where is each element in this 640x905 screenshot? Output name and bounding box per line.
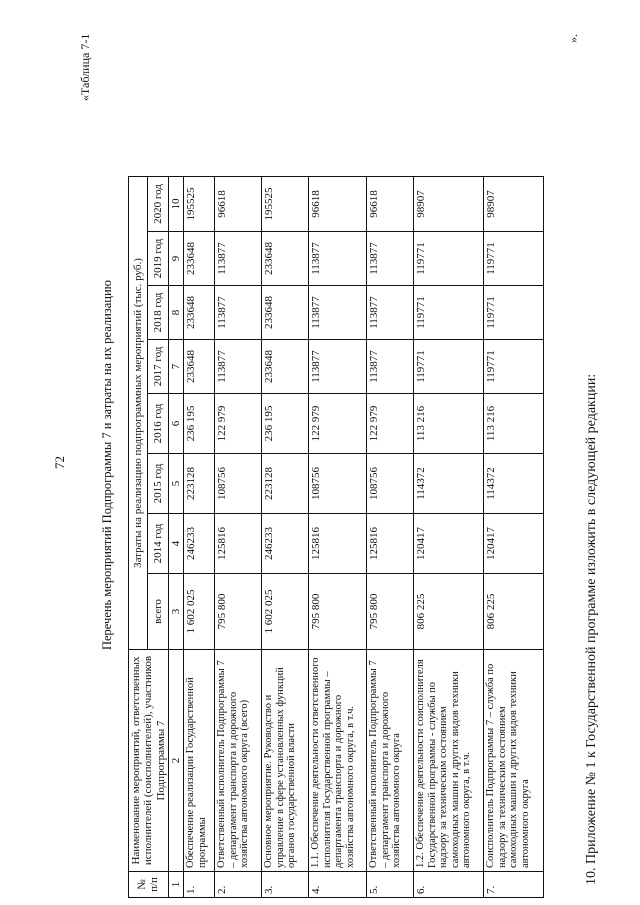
table-row xyxy=(484,177,544,898)
row-value-2018: 119771 xyxy=(484,286,544,340)
row-value-total: 795 800 xyxy=(309,574,367,650)
row-value-2016: 122 979 xyxy=(309,394,367,454)
row-value-2014: 246233 xyxy=(262,514,309,574)
row-value-2015: 223128 xyxy=(262,454,309,514)
row-value-total: 806 225 xyxy=(414,574,484,650)
row-value-2016: 236 195 xyxy=(184,394,215,454)
row-value-2017: 119771 xyxy=(484,340,544,394)
row-value-2016: 122 979 xyxy=(367,394,414,454)
table-row xyxy=(414,177,484,898)
row-value-2019: 233648 xyxy=(262,232,309,286)
table-number: «Таблица 7-1 xyxy=(78,33,92,101)
header-year-2014: 2014 год xyxy=(147,514,168,574)
row-value-2019: 233648 xyxy=(184,232,215,286)
row-idx: 3. xyxy=(262,872,309,898)
row-value-2018: 119771 xyxy=(414,286,484,340)
col-number: 4 xyxy=(168,514,183,574)
col-number: 7 xyxy=(168,340,183,394)
row-value-2017: 113877 xyxy=(367,340,414,394)
header-year-2020: 2020 год xyxy=(147,177,168,232)
row-value-2019: 113877 xyxy=(309,232,367,286)
col-number: 2 xyxy=(168,650,183,872)
row-value-2015: 114372 xyxy=(484,454,544,514)
measures-table xyxy=(128,176,544,898)
row-name: Соисполнитель Подпрограммы 7 – служба по надзору за техническим состоянием самоходных машин и других видов техники автономного округа xyxy=(484,650,544,872)
row-value-2015: 114372 xyxy=(414,454,484,514)
row-value-2018: 113877 xyxy=(215,286,262,340)
row-value-total: 1 602 025 xyxy=(262,574,309,650)
row-value-2020: 195525 xyxy=(262,177,309,232)
row-value-2020: 96618 xyxy=(309,177,367,232)
row-value-2019: 119771 xyxy=(484,232,544,286)
row-value-2019: 113877 xyxy=(215,232,262,286)
row-value-2018: 113877 xyxy=(367,286,414,340)
table-caption: Перечень мероприятий Подпрограммы 7 и затраты на их реализацию xyxy=(100,279,114,651)
row-value-2014: 125816 xyxy=(215,514,262,574)
row-value-2015: 108756 xyxy=(367,454,414,514)
row-value-2020: 195525 xyxy=(184,177,215,232)
row-value-2019: 113877 xyxy=(367,232,414,286)
row-value-2014: 125816 xyxy=(367,514,414,574)
col-number: 8 xyxy=(168,286,183,340)
row-idx: 7. xyxy=(484,872,544,898)
table-row xyxy=(262,177,309,898)
row-idx: 5. xyxy=(367,872,414,898)
row-value-2017: 119771 xyxy=(414,340,484,394)
table-row xyxy=(184,177,215,898)
row-value-2017: 233648 xyxy=(184,340,215,394)
row-value-2019: 119771 xyxy=(414,232,484,286)
col-number: 6 xyxy=(168,394,183,454)
row-value-2020: 96618 xyxy=(367,177,414,232)
row-value-2018: 233648 xyxy=(262,286,309,340)
row-value-total: 806 225 xyxy=(484,574,544,650)
row-value-2020: 96618 xyxy=(215,177,262,232)
row-name: Ответственный исполнитель Подпрограммы 7 – департамент транспорта и дорожного хозяйства автономного округа xyxy=(367,650,414,872)
row-value-2020: 98907 xyxy=(414,177,484,232)
col-number: 10 xyxy=(168,177,183,232)
row-value-2016: 122 979 xyxy=(215,394,262,454)
header-year-2015: 2015 год xyxy=(147,454,168,514)
header-year-2017: 2017 год xyxy=(147,340,168,394)
table-row xyxy=(309,177,367,898)
row-value-2017: 113877 xyxy=(309,340,367,394)
row-value-total: 795 800 xyxy=(367,574,414,650)
row-value-2014: 120417 xyxy=(414,514,484,574)
row-idx: 4. xyxy=(309,872,367,898)
header-year-total: всего xyxy=(147,574,168,650)
row-value-2015: 108756 xyxy=(309,454,367,514)
row-value-2016: 113 216 xyxy=(484,394,544,454)
row-value-total: 795 800 xyxy=(215,574,262,650)
header-year-2019: 2019 год xyxy=(147,232,168,286)
col-number: 3 xyxy=(168,574,183,650)
row-value-2014: 120417 xyxy=(484,514,544,574)
col-number: 9 xyxy=(168,232,183,286)
row-value-2016: 113 216 xyxy=(414,394,484,454)
row-name: Ответственный исполнитель Подпрограммы 7 – департамент транспорта и дорожного хозяйства автономного округа (всего) xyxy=(215,650,262,872)
table-row xyxy=(367,177,414,898)
row-value-2017: 233648 xyxy=(262,340,309,394)
row-idx: 6. xyxy=(414,872,484,898)
row-name: Обеспечение реализации Государственной программы xyxy=(184,650,215,872)
row-value-2017: 113877 xyxy=(215,340,262,394)
row-value-2014: 125816 xyxy=(309,514,367,574)
row-name: 1.1. Обеспечение деятельности ответственного исполнителя Государственной программы – департамента транспорта и дорожного хозяйства автономного округа, в т.ч. xyxy=(309,650,367,872)
table-row xyxy=(215,177,262,898)
col-number: 5 xyxy=(168,454,183,514)
row-value-2015: 223128 xyxy=(184,454,215,514)
page-number: 72 xyxy=(52,456,67,469)
col-number: 1 xyxy=(168,872,183,898)
closing-quote: ». xyxy=(566,34,580,43)
row-value-2020: 98907 xyxy=(484,177,544,232)
header-year-2018: 2018 год xyxy=(147,286,168,340)
row-idx: 2. xyxy=(215,872,262,898)
header-name: Наименование мероприятий, ответственных исполнителей (соисполнителей), участников Подпрограммы 7 xyxy=(129,650,169,872)
row-value-total: 1 602 025 xyxy=(184,574,215,650)
amendment-text: 10. Приложение № 1 к Государственной программе изложить в следующей редакции: xyxy=(584,373,599,885)
row-value-2018: 113877 xyxy=(309,286,367,340)
row-name: 1.2. Обеспечение деятельности соисполнителя Государственной программы - службы по надзору за техническим состоянием самоходных машин и других видов техники автономного округа, в т.ч. xyxy=(414,650,484,872)
row-value-2018: 233648 xyxy=(184,286,215,340)
row-value-2016: 236 195 xyxy=(262,394,309,454)
row-idx: 1. xyxy=(184,872,215,898)
header-idx: № п/п xyxy=(129,872,169,898)
header-year-2016: 2016 год xyxy=(147,394,168,454)
header-costs: Затраты на реализацию подпрограммных мероприятий (тыс. руб.) xyxy=(129,177,148,650)
row-value-2015: 108756 xyxy=(215,454,262,514)
row-name: Основное мероприятие. Руководство и управление в сфере установленных функций органов государственной власти xyxy=(262,650,309,872)
row-value-2014: 246233 xyxy=(184,514,215,574)
